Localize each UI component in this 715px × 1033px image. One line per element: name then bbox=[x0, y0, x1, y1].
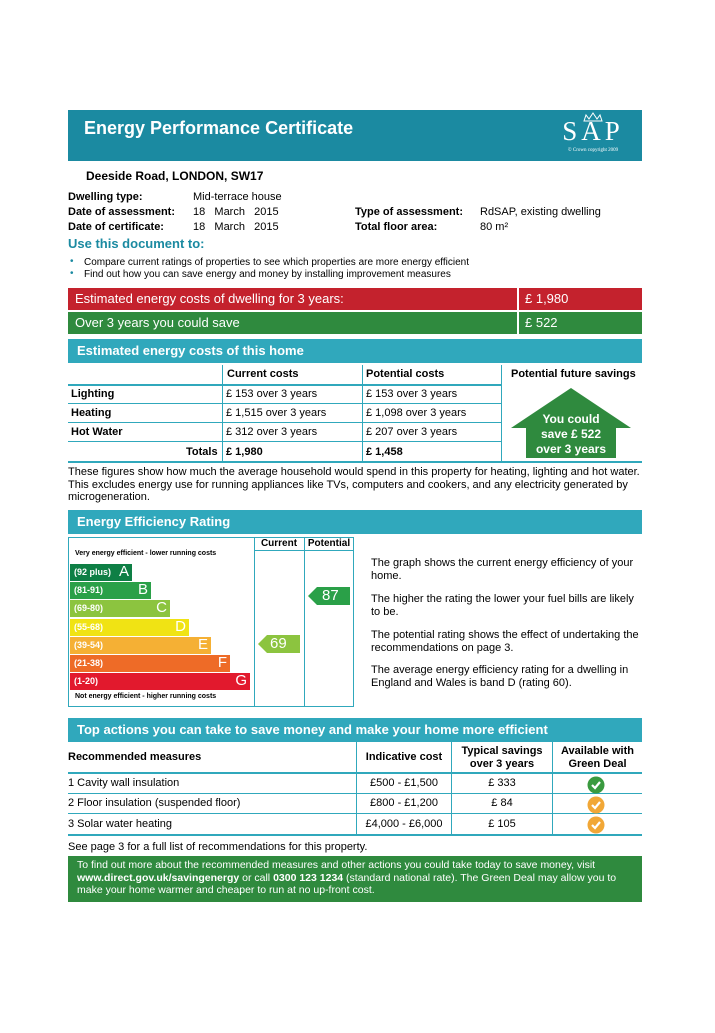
certificate-title: Energy Performance Certificate bbox=[84, 118, 354, 138]
rating-divider bbox=[254, 537, 255, 707]
measure-2: 2 Floor insulation (suspended floor) bbox=[68, 797, 241, 809]
rating-band-range: (1-20) bbox=[74, 676, 99, 687]
info-text-pre: To find out more about the recommended measures and other actions you could take today to save money, visit bbox=[77, 859, 596, 871]
savings-line-1: You could bbox=[542, 412, 600, 426]
table-divider bbox=[68, 772, 642, 774]
info-box bbox=[68, 856, 642, 902]
rating-band-f bbox=[70, 655, 230, 672]
info-link[interactable]: www.direct.gov.uk/savingenergy bbox=[77, 871, 240, 884]
could-save-bar bbox=[68, 312, 642, 334]
rating-band-b bbox=[70, 582, 151, 599]
dwelling-type-label: Dwelling type: bbox=[68, 191, 143, 203]
rating-text-3: The potential rating shows the effect of undertaking the recommendations on page 3. bbox=[371, 629, 639, 654]
rating-band-letter: D bbox=[175, 617, 186, 635]
rating-top-note: Very energy efficient - lower running costs bbox=[75, 550, 217, 557]
hot-water-current: £ 312 over 3 years bbox=[226, 426, 318, 438]
estimated-costs-value: £ 1,980 bbox=[517, 288, 642, 310]
rating-band-d bbox=[70, 619, 189, 636]
floor-area-label: Total floor area: bbox=[355, 221, 438, 233]
costs-section-title: Estimated energy costs of this home bbox=[77, 343, 304, 358]
measure-2-savings: £ 84 bbox=[491, 797, 513, 809]
rating-band-letter: G bbox=[235, 672, 247, 690]
info-text-mid: or call bbox=[239, 871, 274, 884]
table-divider bbox=[68, 813, 642, 814]
rating-text-1: The graph shows the current energy efficiency of your home. bbox=[371, 557, 634, 582]
use-bullet-1: Compare current ratings of properties to see which properties are more energy efficient bbox=[84, 257, 470, 268]
rating-band-letter: E bbox=[197, 635, 208, 653]
savings-line-3: over 3 years bbox=[535, 442, 607, 456]
row-label-lighting: Lighting bbox=[71, 388, 115, 400]
info-phone: 0300 123 1234 bbox=[273, 871, 344, 884]
potential-rating-value: 87 bbox=[322, 587, 339, 605]
col-recommended-measures: Recommended measures bbox=[68, 751, 202, 763]
sap-copyright: © Crown copyright 2009 bbox=[567, 148, 619, 153]
estimated-costs-bar bbox=[68, 288, 642, 310]
measure-1: 1 Cavity wall insulation bbox=[68, 777, 180, 789]
table-divider bbox=[68, 422, 502, 423]
lighting-potential: £ 153 over 3 years bbox=[366, 388, 458, 400]
table-divider bbox=[222, 365, 223, 461]
current-rating-value: 69 bbox=[270, 635, 287, 653]
rating-band-range: (21-38) bbox=[74, 658, 104, 668]
table-divider bbox=[68, 834, 642, 836]
col-potential-costs: Potential costs bbox=[366, 368, 445, 380]
rating-col-current: Current bbox=[260, 538, 298, 549]
heating-potential: £ 1,098 over 3 years bbox=[366, 407, 467, 419]
heating-current: £ 1,515 over 3 years bbox=[226, 407, 327, 419]
measure-3-savings: £ 105 bbox=[488, 818, 516, 830]
bullet-icon: • bbox=[70, 256, 74, 267]
totals-label: Totals bbox=[186, 446, 218, 458]
rating-text-4: The average energy efficiency rating for a dwelling in England and Wales is band D (rating 60). bbox=[371, 664, 629, 689]
sap-logo-text: SAP bbox=[562, 116, 624, 146]
rating-band-g bbox=[70, 673, 250, 690]
rating-col-potential: Potential bbox=[307, 538, 351, 549]
col-indicative-cost: Indicative cost bbox=[365, 751, 443, 763]
actions-section-title: Top actions you can take to save money and make your home more efficient bbox=[77, 722, 548, 737]
assessment-type-label: Type of assessment: bbox=[355, 206, 464, 218]
rating-band-a bbox=[70, 564, 132, 581]
use-document-heading: Use this document to: bbox=[68, 236, 205, 251]
rating-band-range: (92 plus) bbox=[74, 567, 112, 577]
sap-logo bbox=[548, 112, 638, 158]
rating-section-header bbox=[68, 510, 642, 534]
floor-area-value: 80 m² bbox=[480, 221, 509, 233]
check-orange-icon bbox=[587, 796, 605, 814]
table-divider bbox=[68, 403, 502, 404]
estimated-costs-label: Estimated energy costs of dwelling for 3 years: bbox=[75, 291, 344, 306]
potential-rating-arrow bbox=[308, 587, 350, 605]
measure-3-cost: £4,000 - £6,000 bbox=[365, 818, 443, 830]
row-label-hot-water: Hot Water bbox=[71, 426, 123, 438]
check-orange-icon bbox=[587, 816, 605, 834]
rating-text-2: The higher the rating the lower your fuel bills are likely to be. bbox=[371, 593, 634, 618]
costs-note: These figures show how much the average household would spend in this property for heating, lighting and hot water. This excludes energy use for running appliances like TVs, computers and cookers, and any electricity generated by microgeneration. bbox=[68, 466, 640, 503]
total-potential: £ 1,458 bbox=[366, 446, 403, 458]
assessment-type-value: RdSAP, existing dwelling bbox=[480, 206, 601, 218]
hot-water-potential: £ 207 over 3 years bbox=[366, 426, 458, 438]
table-divider bbox=[68, 441, 502, 442]
rating-bottom-note: Not energy efficient - higher running costs bbox=[75, 693, 217, 700]
rating-section-title: Energy Efficiency Rating bbox=[77, 514, 231, 529]
property-address: Deeside Road, LONDON, SW17 bbox=[86, 169, 264, 183]
table-divider bbox=[68, 793, 642, 794]
col-current-costs: Current costs bbox=[227, 368, 299, 380]
table-divider bbox=[68, 461, 642, 463]
measure-2-cost: £800 - £1,200 bbox=[370, 797, 438, 809]
rating-band-letter: C bbox=[156, 599, 167, 617]
lighting-current: £ 153 over 3 years bbox=[226, 388, 318, 400]
assessment-date-label: Date of assessment: bbox=[68, 206, 175, 218]
assessment-date-value: 18 March 2015 bbox=[193, 206, 279, 218]
measure-1-savings: £ 333 bbox=[488, 777, 516, 789]
info-text-post: (standard national rate). The Green Deal may allow you to make your home warmer and cheaper to run at no up-front cost. bbox=[77, 871, 617, 896]
certificate-date-label: Date of certificate: bbox=[68, 221, 164, 233]
measure-1-cost: £500 - £1,500 bbox=[370, 777, 438, 789]
rating-band-letter: B bbox=[137, 581, 148, 599]
rating-band-range: (69-80) bbox=[74, 603, 104, 614]
table-divider bbox=[68, 384, 502, 386]
actions-section-header bbox=[68, 718, 642, 742]
rating-divider bbox=[304, 537, 305, 707]
col-green-deal-2: Green Deal bbox=[568, 758, 627, 770]
rating-band-letter: F bbox=[217, 654, 227, 671]
savings-arrow-text bbox=[526, 412, 616, 457]
total-current: £ 1,980 bbox=[226, 446, 263, 458]
use-bullet-2: Find out how you can save energy and money by installing improvement measures bbox=[84, 269, 451, 280]
could-save-value: £ 522 bbox=[517, 312, 642, 334]
col-typical-savings-2: over 3 years bbox=[469, 758, 535, 770]
rating-band-range: (55-68) bbox=[74, 621, 104, 632]
col-green-deal-1: Available with bbox=[561, 745, 634, 757]
check-green-icon bbox=[587, 776, 605, 794]
rating-band-e bbox=[70, 637, 211, 654]
rating-band-c bbox=[70, 600, 170, 617]
col-typical-savings-1: Typical savings bbox=[461, 745, 543, 757]
costs-section-header bbox=[68, 339, 642, 363]
bullet-icon: • bbox=[70, 268, 74, 279]
table-divider bbox=[501, 365, 502, 461]
rating-band-range: (81-91) bbox=[74, 585, 104, 596]
savings-line-2: save £ 522 bbox=[540, 427, 602, 441]
certificate-date-value: 18 March 2015 bbox=[193, 221, 279, 233]
dwelling-type-value: Mid-terrace house bbox=[193, 191, 282, 203]
table-divider bbox=[362, 365, 363, 461]
rating-band-letter: A bbox=[118, 563, 129, 580]
rating-divider bbox=[254, 550, 354, 551]
rating-band-range: (39-54) bbox=[74, 639, 104, 650]
measure-3: 3 Solar water heating bbox=[68, 818, 172, 830]
row-label-heating: Heating bbox=[71, 407, 112, 419]
see-page-note: See page 3 for a full list of recommendations for this property. bbox=[68, 841, 368, 853]
col-future-savings: Potential future savings bbox=[511, 368, 636, 380]
could-save-label: Over 3 years you could save bbox=[75, 315, 240, 330]
current-rating-arrow bbox=[258, 635, 300, 653]
